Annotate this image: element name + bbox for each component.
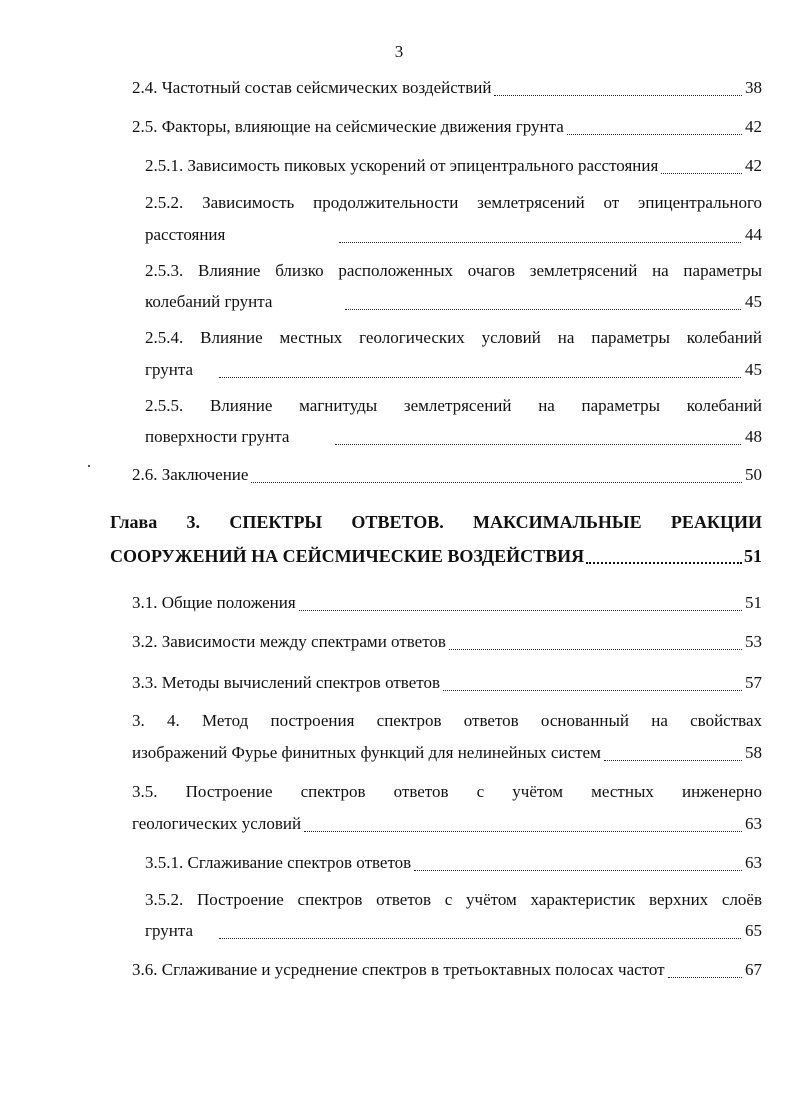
- toc-page-number: 42: [745, 156, 762, 175]
- toc-entry-label: геологических условий: [132, 814, 302, 833]
- dot-leader: [219, 377, 741, 378]
- toc-entry-2-5-2-line1[interactable]: 2.5.2. Зависимость продолжительности землетрясений от эпицентрального: [145, 193, 762, 212]
- toc-entry-label: колебаний грунта: [145, 292, 273, 311]
- toc-page-number: 63: [745, 853, 762, 872]
- toc-page-number: 63: [745, 814, 762, 833]
- toc-entry-2-5-3-line2[interactable]: [145, 289, 762, 315]
- toc-entry-label: грунта: [145, 360, 194, 379]
- toc-entry-2-5-5-line1[interactable]: 2.5.5. Влияние магнитуды землетрясений на параметры колебаний: [145, 396, 762, 415]
- dot-leader: [414, 870, 742, 871]
- dot-leader: [604, 760, 742, 761]
- toc-entry-label: 3.6. Сглаживание и усреднение спектров в третьоктавных полосах частот: [132, 960, 665, 979]
- toc-page-number: 45: [745, 360, 762, 379]
- toc-entry-2-5-5-line2[interactable]: [145, 424, 762, 450]
- dot-leader: [304, 831, 742, 832]
- toc-entry-label: грунта: [145, 921, 194, 940]
- chapter-title-line1: Глава 3. СПЕКТРЫ ОТВЕТОВ. МАКСИМАЛЬНЫЕ РЕАКЦИИ: [110, 512, 762, 532]
- toc-page-number: 38: [745, 78, 762, 97]
- toc-page-number: 67: [745, 960, 762, 979]
- toc-entry-3-5-1[interactable]: [145, 850, 762, 876]
- chapter-3-heading[interactable]: [110, 508, 762, 570]
- toc-entry-2-5[interactable]: [132, 114, 762, 140]
- toc-entry-label: 2.6. Заключение: [132, 465, 249, 484]
- toc-page-number: 65: [745, 921, 762, 940]
- toc-entry-2-5-1[interactable]: [145, 153, 762, 179]
- toc-page-number: 58: [745, 743, 762, 762]
- toc-page-number: 51: [745, 593, 762, 612]
- toc-entry-2-5-4-line1[interactable]: 2.5.4. Влияние местных геологических условий на параметры колебаний: [145, 328, 762, 347]
- toc-entry-label: 3.5.1. Сглаживание спектров ответов: [145, 853, 412, 872]
- toc-entry-2-4[interactable]: [132, 75, 762, 101]
- toc-entry-label: 3.3. Методы вычислений спектров ответов: [132, 673, 440, 692]
- page-number: 3: [394, 42, 404, 61]
- toc-entry-3-2[interactable]: [132, 629, 762, 655]
- dot-leader: [567, 134, 742, 135]
- toc-entry-label: изображений Фурье финитных функций для нелинейных систем: [132, 743, 601, 762]
- toc-entry-3-5-line1[interactable]: 3.5. Построение спектров ответов с учётом местных инженерно: [132, 782, 762, 801]
- toc-entry-2-6[interactable]: [132, 462, 762, 488]
- chapter-title-text: СООРУЖЕНИЙ НА СЕЙСМИЧЕСКИЕ ВОЗДЕЙСТВИЯ: [110, 546, 585, 566]
- toc-entry-label: 3.1. Общие положения: [132, 593, 296, 612]
- dot-leader: [335, 444, 741, 445]
- toc-page-number: 48: [745, 427, 762, 446]
- toc-entry-3-5-2-line1[interactable]: 3.5.2. Построение спектров ответов с учётом характеристик верхних слоёв: [145, 890, 762, 909]
- toc-page-number: 44: [745, 225, 762, 244]
- toc-entry-3-4-line1[interactable]: 3. 4. Метод построения спектров ответов основанный на свойствах: [132, 711, 762, 730]
- toc-entry-3-6[interactable]: [132, 957, 762, 983]
- toc-entry-2-5-3-line1[interactable]: 2.5.3. Влияние близко расположенных очагов землетрясений на параметры: [145, 261, 762, 280]
- dot-leader: [251, 482, 742, 483]
- dot-leader: [219, 938, 741, 939]
- toc-entry-2-5-4-line2[interactable]: [145, 357, 762, 383]
- dot-leader: [494, 95, 742, 96]
- toc-entry-label: 2.5.1. Зависимость пиковых ускорений от эпицентрального расстояния: [145, 156, 659, 175]
- toc-page-number: 53: [745, 632, 762, 651]
- dot-leader: [339, 242, 741, 243]
- dot-leader: [586, 562, 742, 564]
- scan-speck: [88, 465, 90, 467]
- dot-leader: [443, 690, 742, 691]
- toc-entry-3-5-2-line2[interactable]: [145, 918, 762, 944]
- toc-entry-label: 3.2. Зависимости между спектрами ответов: [132, 632, 446, 651]
- dot-leader: [299, 610, 742, 611]
- toc-entry-3-3[interactable]: [132, 670, 762, 696]
- toc-page-number: 45: [745, 292, 762, 311]
- dot-leader: [661, 173, 742, 174]
- chapter-title-line2: [110, 542, 762, 570]
- toc-entry-3-5-line2[interactable]: [132, 811, 762, 837]
- dot-leader: [668, 977, 742, 978]
- toc-entry-2-5-2-line2[interactable]: [145, 222, 762, 248]
- toc-page-number: 50: [745, 465, 762, 484]
- dot-leader: [449, 649, 742, 650]
- dot-leader: [345, 309, 741, 310]
- toc-page-number: 51: [744, 546, 762, 566]
- toc-entry-label: 2.4. Частотный состав сейсмических воздействий: [132, 78, 492, 97]
- toc-page-number: 57: [745, 673, 762, 692]
- toc-page-number: 42: [745, 117, 762, 136]
- toc-entry-3-1[interactable]: [132, 590, 762, 616]
- toc-entry-label: 2.5. Факторы, влияющие на сейсмические движения грунта: [132, 117, 564, 136]
- toc-entry-label: поверхности грунта: [145, 427, 290, 446]
- toc-entry-label: расстояния: [145, 225, 226, 244]
- toc-entry-3-4-line2[interactable]: [132, 740, 762, 766]
